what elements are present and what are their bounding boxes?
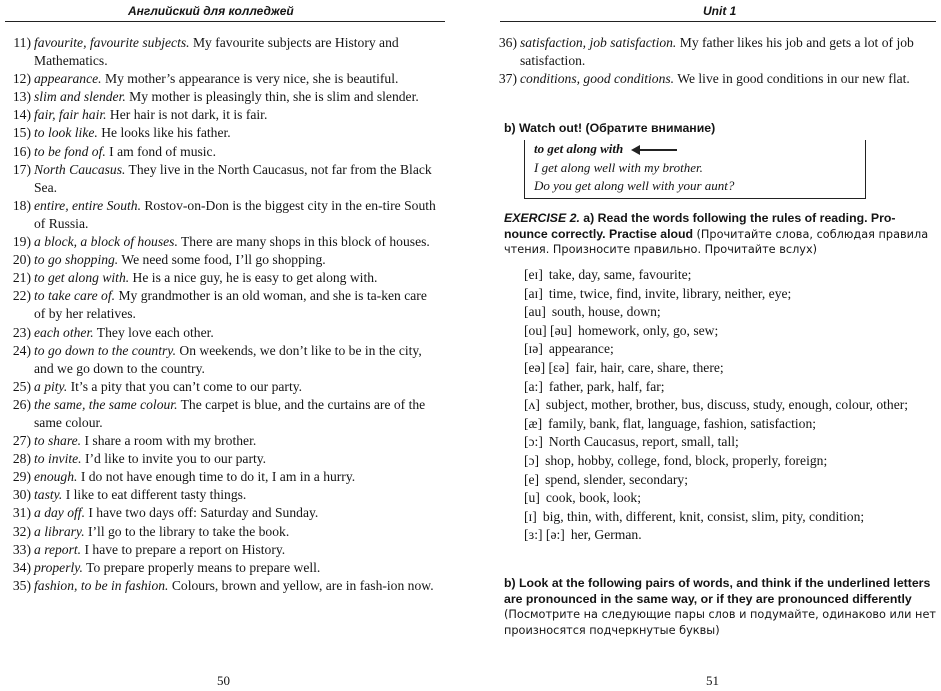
sound-row: [ɪ] big, thin, with, different, knit, consist, slim, pity, condition; — [524, 508, 865, 524]
right-page — [470, 0, 941, 691]
page-number: 51 — [706, 673, 719, 688]
exercise-heading — [504, 211, 936, 258]
list-item: 17) North Caucasus. They live in the North Caucasus, not far from the Black Sea. — [12, 161, 432, 195]
sound-row: [eə] [ɛə] fair, hair, care, share, there; — [524, 359, 724, 375]
header-rule — [5, 21, 445, 22]
vocabulary-list — [486, 34, 936, 88]
running-header: Unit 1 — [703, 4, 737, 18]
list-item: 19) a block, a block of houses. There are many shops in this block of houses. — [12, 234, 430, 250]
list-item: 34) properly. To prepare properly means to prepare well. — [12, 559, 321, 575]
part-b-instruction: b) Look at the following pairs of words, and think if the underlined letters are pronounced in the same way, or if they are pronounced differently — [504, 576, 931, 606]
sound-row: [a:] father, park, half, far; — [524, 378, 665, 394]
list-item: 25) a pity. It’s a pity that you can’t come to our party. — [12, 378, 303, 394]
list-item: 35) fashion, to be in fashion. Colours, brown and yellow, are in fash-ion now. — [12, 577, 434, 593]
list-item: 18) entire, entire South. Rostov-on-Don is the biggest city in the en-tire South of Russia. — [12, 197, 436, 231]
sound-row: [e] spend, slender, secondary; — [524, 471, 688, 487]
part-b-heading — [504, 576, 936, 638]
part-b-instruction-ru: (Посмотрите на следующие пары слов и подумайте, одинаково или нет произносятся подчеркнутые буквы) — [504, 608, 936, 637]
list-item: 14) fair, fair hair. Her hair is not dark, it is fair. — [12, 107, 268, 123]
left-arrow-icon — [633, 149, 677, 151]
sound-row: [ʌ] subject, mother, brother, bus, discuss, study, enough, colour, other; — [524, 397, 909, 413]
example-sentence: Do you get along well with your aunt? — [534, 178, 735, 193]
sound-row: [ɪə] appearance; — [524, 341, 614, 357]
list-item: 30) tasty. I like to eat different tasty things. — [12, 487, 247, 503]
vocabulary-list — [0, 34, 436, 595]
list-item: 11) favourite, favourite subjects. My favourite subjects are History and Mathematics. — [13, 35, 399, 69]
sound-row: [ɔ] shop, hobby, college, fond, block, properly, foreign; — [524, 452, 828, 468]
list-item: 12) appearance. My mother’s appearance is very nice, she is beautiful. — [12, 71, 399, 87]
exercise-instruction: a) Read the words following the rules of reading. Pro-nounce correctly. Practise aloud — [504, 211, 896, 241]
list-item: 37) conditions, good conditions. We live in good conditions in our new flat. — [498, 71, 910, 87]
list-item: 29) enough. I do not have enough time to do it, I am in a hurry. — [12, 469, 356, 485]
phrase-lead: to get along with — [534, 141, 624, 156]
sound-row: [ɔ:] North Caucasus, report, small, tall; — [524, 434, 739, 450]
list-item: 22) to take care of. My grandmother is an old woman, and she is ta-ken care of by her relatives. — [12, 288, 427, 322]
list-item: 23) each other. They love each other. — [12, 324, 214, 340]
list-item: 31) a day off. I have two days off: Saturday and Sunday. — [12, 505, 319, 521]
sound-row: [æ] family, bank, flat, language, fashion, satisfaction; — [524, 415, 817, 431]
list-item: 21) to get along with. He is a nice guy, he is easy to get along with. — [12, 270, 378, 286]
watch-out-box — [524, 140, 866, 199]
sound-row: [u] cook, book, look; — [524, 490, 642, 506]
list-item: 20) to go shopping. We need some food, I’ll go shopping. — [12, 252, 326, 268]
exercise-instruction-ru: (Прочитайте слова, соблюдая правила чтения. Произносите правильно. Прочитайте вслух) — [504, 227, 929, 256]
left-page — [0, 0, 470, 691]
header-rule — [500, 21, 936, 22]
sound-row: [ou] [əu] homework, only, go, sew; — [524, 322, 719, 338]
list-item: 15) to look like. He looks like his father. — [12, 125, 231, 141]
list-item: 32) a library. I’ll go to the library to take the book. — [12, 523, 290, 539]
sound-row: [ɜ:] [ə:] her, German. — [524, 527, 642, 543]
page-number: 50 — [217, 673, 230, 688]
list-item: 33) a report. I have to prepare a report on History. — [12, 541, 286, 557]
running-header: Английский для колледжей — [128, 4, 294, 18]
sound-row: [eɪ] take, day, same, favourite; — [524, 267, 692, 282]
list-item: 36) satisfaction, job satisfaction. My father likes his job and gets a lot of job satisfaction. — [498, 35, 914, 69]
example-sentence: I get along well with my brother. — [534, 159, 703, 175]
list-item: 27) to share. I share a room with my brother. — [12, 433, 257, 449]
exercise-label: EXERCISE 2. — [504, 211, 580, 225]
sound-row: [aɪ] time, twice, find, invite, library, neither, eye; — [524, 285, 792, 301]
list-item: 28) to invite. I’d like to invite you to our party. — [12, 451, 267, 467]
list-item: 16) to be fond of. I am fond of music. — [12, 143, 216, 159]
watch-out-heading: b) Watch out! (Обратите внимание) — [504, 121, 716, 135]
list-item: 26) the same, the same colour. The carpet is blue, and the curtains are of the same colour. — [12, 396, 426, 430]
sounds-list — [524, 266, 938, 545]
list-item: 24) to go down to the country. On weekends, we don’t like to be in the city, and we go down to the country. — [12, 342, 422, 376]
list-item: 13) slim and slender. My mother is pleasingly thin, she is slim and slender. — [12, 89, 419, 105]
sound-row: [au] south, house, down; — [524, 304, 661, 320]
